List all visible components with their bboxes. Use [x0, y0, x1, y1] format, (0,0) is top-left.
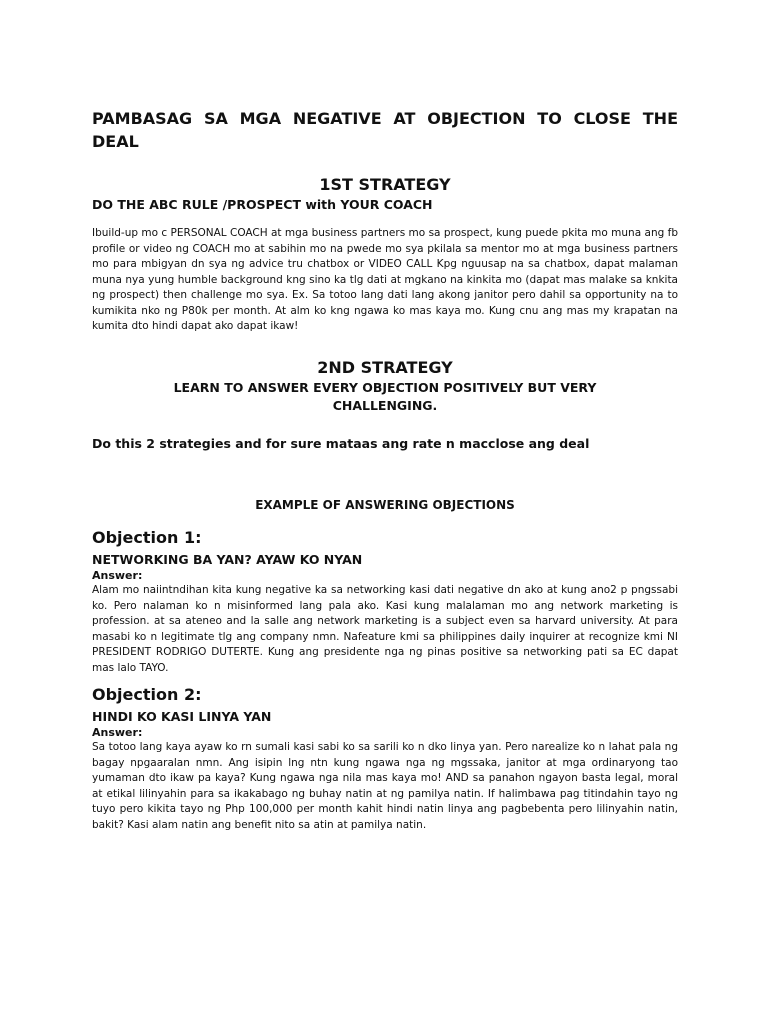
objection-1-heading: Objection 1: — [92, 528, 202, 547]
objection-1-answer-label: Answer: — [92, 569, 143, 582]
document-title: PAMBASAG SA MGA NEGATIVE AT OBJECTION TO CLOSE THE DEAL — [92, 109, 678, 151]
objection-1-answer: Alam mo naiintndihan kita kung negative ka sa networking kasi dati negative dn ako at kung ano2 p pngssabi ko. Pero nalaman ko n misinformed lang pala ako. Kasi kung malalaman mo ang network marketing is profession. at sa ateneo and la salle ang network marketing is a subject even sa harvard university. At para masabi ko n legitimate tlg ang company nmn. Nafeature kmi sa philippines daily inquirer at recognize kmi NI PRESIDENT RODRIGO DUTERTE. Kung ang presidente nga ng pinas positive sa networking pati sa EC dapat mas lalo TAYO. — [92, 584, 678, 674]
strategy-1-heading: 1ST STRATEGY — [319, 175, 451, 194]
objection-2-answer-label: Answer: — [92, 726, 143, 739]
strategy-2-heading: 2ND STRATEGY — [317, 358, 453, 377]
strategy-1-paragraph: Ibuild-up mo c PERSONAL COACH at mga business partners mo sa prospect, kung puede pkita mo muna ang fb profile or video ng COACH mo at sabihin mo na pwede mo sya pkilala sa mentor mo at mga business partners mo para mbigyan dn sya ng advice tru chatbox or VIDEO CALL Kpg nguusap na sa chatbox, dapat malaman muna nya yung humble background kng sino ka tlg dati at mgkano na kinkita mo (dapat mas malake sa knkita ng prospect) then challenge mo sya. Ex. Sa totoo lang dati lang akong janitor pero dahil sa opportunity na to kumikita nko ng P80k per month. At alm ko kng ngawa ko mas kaya mo. Kung cnu ang mas my krapatan na kumita dto hindi dapat ako dapat ikaw! — [92, 227, 678, 332]
objection-1-subheading: NETWORKING BA YAN? AYAW KO NYAN — [92, 552, 363, 567]
document-page — [92, 0, 678, 1024]
strategy-1-subheading: DO THE ABC RULE /PROSPECT with YOUR COACH — [92, 197, 433, 212]
objection-2-heading: Objection 2: — [92, 685, 202, 704]
strategy-2-subheading: LEARN TO ANSWER EVERY OBJECTION POSITIVELY BUT VERY CHALLENGING. — [173, 380, 597, 413]
objection-2-answer: Sa totoo lang kaya ayaw ko rn sumali kasi sabi ko sa sarili ko n dko linya yan. Pero narealize ko n lahat pala ng bagay npgaaralan nmn. Ang isipin lng ntn kung ngawa nga ng mgssaka, janitor at mga ordinaryong tao yumaman dto ikaw pa kaya? Kung ngawa nga nila mas kaya mo! AND sa panahon ngayon basta legal, moral at etikal lilinyahin para sa ikakabago ng buhay natin at ng pamilya natin. If halimbawa pag titindahin tayo ng tuyo pero kikita tayo ng Php 100,000 per month kahit hindi natin linya ang pagbebenta pero lilinyahin natin, bakit? Kasi alam natin ang benefit nito sa atin at pamilya natin. — [92, 741, 678, 831]
examples-section-title: EXAMPLE OF ANSWERING OBJECTIONS — [255, 498, 515, 512]
objection-2-subheading: HINDI KO KASI LINYA YAN — [92, 709, 272, 724]
closing-statement: Do this 2 strategies and for sure mataas ang rate n macclose ang deal — [92, 436, 590, 451]
